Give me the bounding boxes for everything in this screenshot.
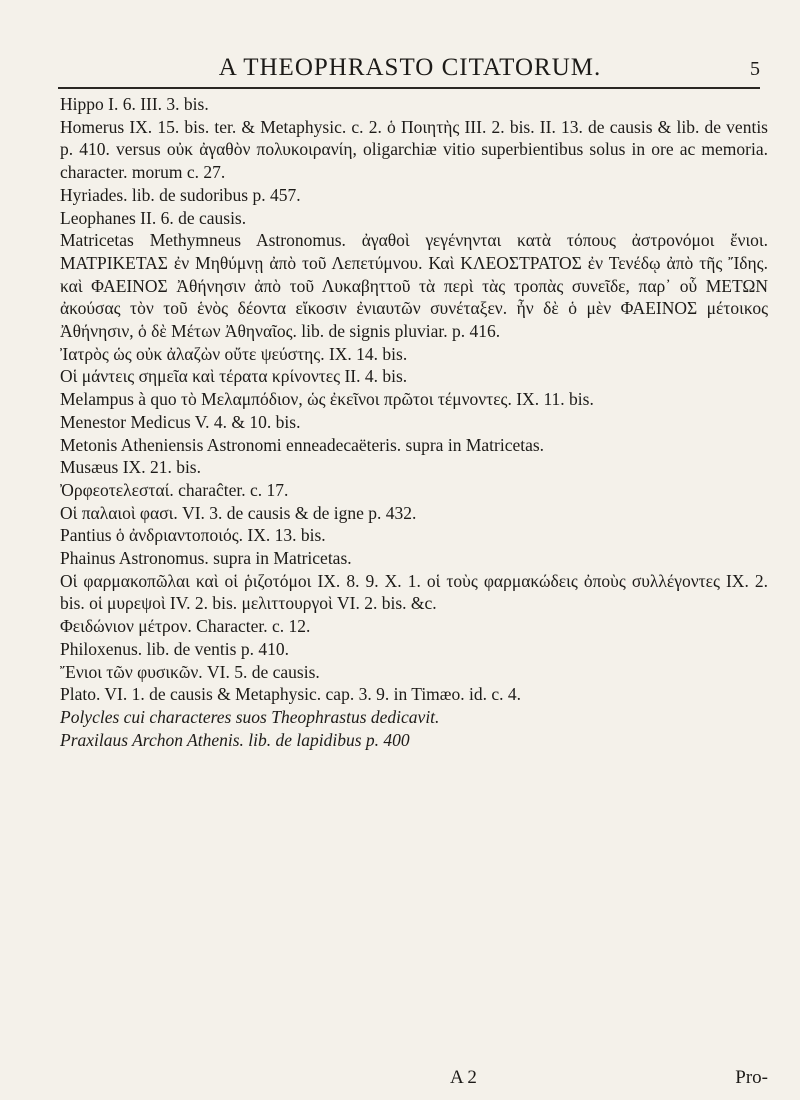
header-rule — [58, 87, 760, 89]
catchword: Pro- — [735, 1067, 768, 1088]
index-entry: Plato. VI. 1. de causis & Metaphysic. cap. 3. 9. in Timæo. id. c. 4. — [60, 684, 521, 705]
signature-mark: A 2 — [450, 1067, 477, 1088]
index-entry: Melampus à quo τὸ Μελαμπόδιον, ὡς ἐκεῖνοι πρῶτοι τέμνοντες. IX. 11. bis. — [60, 389, 594, 410]
index-entry: Hyriades. lib. de sudoribus p. 457. — [60, 184, 301, 205]
index-entry: Leophanes II. 6. de causis. — [60, 207, 247, 228]
index-entry: Οἱ παλαιοὶ φασι. VI. 3. de causis & de igne p. 432. — [60, 502, 417, 523]
page-header — [60, 54, 760, 90]
index-entry: Matricetas Methymneus Astronomus. ἀγαθοὶ γεγένηνται κατὰ τόπους ἀστρονόμοι ἔνιοι. ΜΑΤΡΙΚΕΤΑΣ ἐν Μηθύμνῃ ἀπὸ τοῦ Λεπετύμνου. Καὶ ΚΛΕΟΣΤΡΑΤΟΣ ἐν Τενέδῳ ἀπὸ τῆς Ἴδης. καὶ ΦΑΕΙΝΟΣ Ἀθήνησιν ἀπὸ τοῦ Λυκαβηττοῦ τὰ περὶ τὰς τροπὰς συνεῖδε, παρ᾽ οὗ ΜΕΤΩΝ ἀκούσας τὸν τοῦ ἑνὸς δέοντα εἴκοσιν ἐνιαυτῶν συνέταξεν. ἦν δὲ ὁ μὲν ΦΑΕΙΝΟΣ μέτοικος Ἀθήνησιν, ὁ δὲ Μέτων Ἀθηναῖος. lib. de signis pluviar. p. 416. — [60, 230, 768, 342]
index-entry: Ὀρφεοτελεσταί. charaĉter. c. 17. — [60, 479, 289, 500]
index-entry: Praxilaus Archon Athenis. lib. de lapidibus p. 400 — [60, 729, 410, 750]
index-entry: Οἱ μάντεις σημεῖα καὶ τέρατα κρίνοντες II. 4. bis. — [60, 366, 408, 387]
index-entry: Musæus IX. 21. bis. — [60, 457, 201, 478]
index-entry: Hippo I. 6. III. 3. bis. — [60, 94, 209, 114]
index-entry: Φειδώνιον μέτρον. Character. c. 12. — [60, 616, 311, 637]
index-entry: Metonis Atheniensis Astronomi enneadecaëteris. supra in Matricetas. — [60, 434, 545, 455]
index-entry: Οἱ φαρμακοπῶλαι καὶ οἱ ῥιζοτόμοι IX. 8. 9. X. 1. οἱ τοὺς φαρμακώδεις ὀποὺς συλλέγοντες IX. 2. bis. οἱ μυρεψοὶ IV. 2. bis. μελιττουργοὶ VI. 2. bis. &c. — [60, 570, 768, 614]
index-entry: Homerus IX. 15. bis. ter. & Metaphysic. c. 2. ὁ Ποιητὴς III. 2. bis. II. 13. de causis & lib. de ventis p. 410. versus οὐκ ἀγαθὸν πολυκοιρανίη, oligarchiæ vitio superbientibus solus in ore ac memoria. character. morum c. 27. — [60, 116, 768, 183]
index-entry: Polycles cui characteres suos Theophrastus dedicavit. — [60, 706, 440, 727]
index-entry: Ἰατρὸς ὡς οὐκ ἀλαζὼν οὔτε ψεύστης. IX. 14. bis. — [60, 343, 408, 364]
index-entry: Phainus Astronomus. supra in Matricetas. — [60, 548, 352, 569]
index-entry: Pantius ὁ ἀνδριαντοποιός. IX. 13. bis. — [60, 525, 326, 546]
running-title: A THEOPHRASTO CITATORUM. — [218, 54, 602, 81]
index-entries — [60, 93, 768, 751]
index-entry: Philoxenus. lib. de ventis p. 410. — [60, 638, 289, 659]
index-entry: Ἔνιοι τῶν φυσικῶν. VI. 5. de causis. — [60, 661, 320, 682]
page-footer — [60, 1067, 768, 1091]
index-entry: Menestor Medicus V. 4. & 10. bis. — [60, 411, 301, 432]
page-number: 5 — [750, 58, 760, 80]
